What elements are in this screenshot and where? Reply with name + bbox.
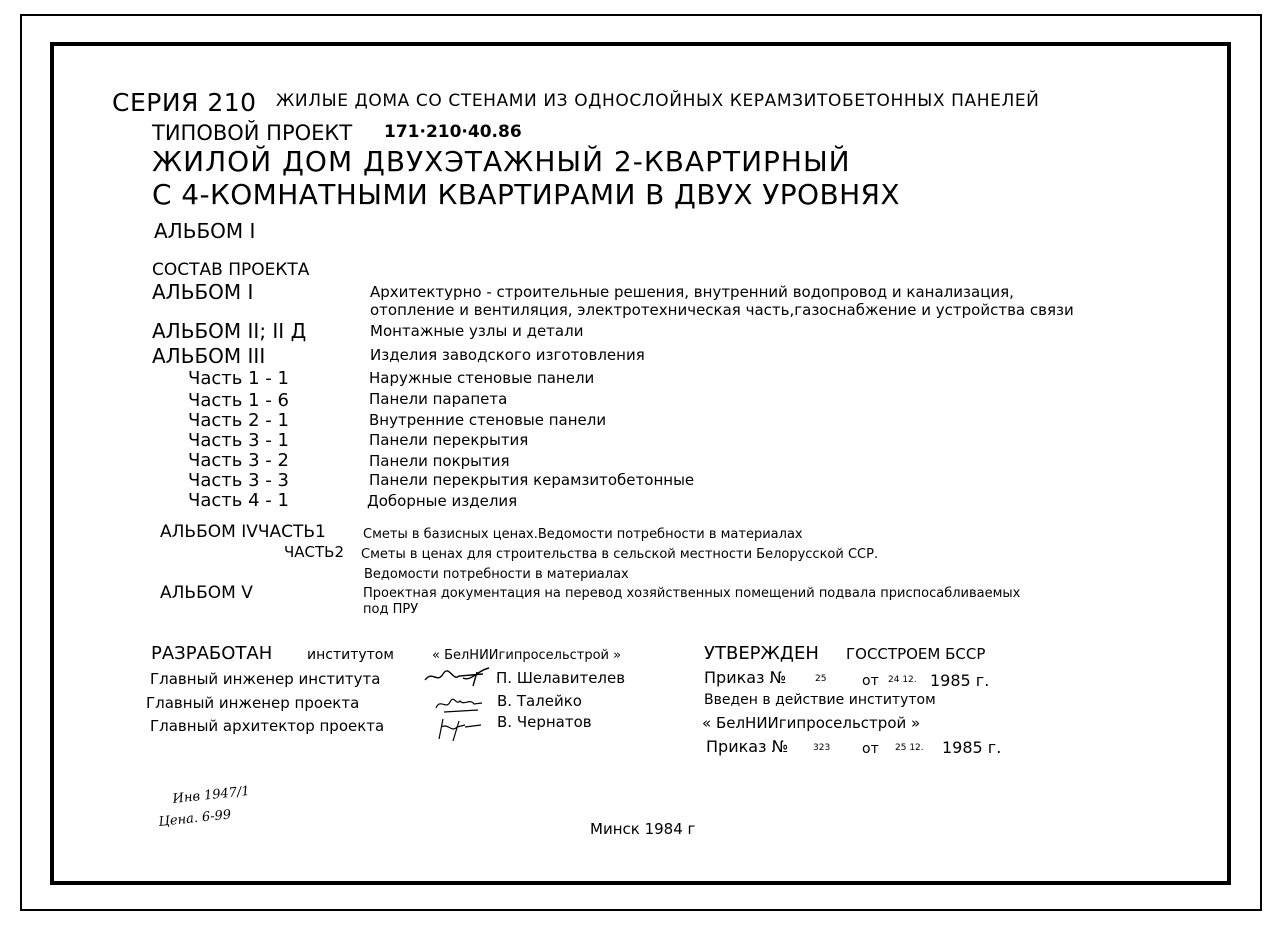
- part-desc: Доборные изделия: [367, 492, 518, 510]
- part-label: Часть 3 - 3: [188, 470, 289, 491]
- signatory-name: П. Шелавителев: [496, 669, 626, 687]
- part-label: Часть 2 - 1: [188, 410, 289, 431]
- order-1-number: 25: [815, 674, 827, 684]
- enacted-text: Введен в действие институтом: [704, 692, 936, 708]
- album-2-desc: Монтажные узлы и детали: [370, 322, 584, 340]
- order-2-from: от: [862, 741, 879, 757]
- signatory-name: В. Талейко: [497, 692, 582, 710]
- part-label: Часть 1 - 6: [188, 390, 289, 411]
- album-4-part1-desc: Сметы в базисных ценах.Ведомости потребности в материалах: [363, 527, 803, 542]
- developer-org: « БелНИИгипросельстрой »: [432, 648, 622, 663]
- project-code: 171·210·40.86: [384, 122, 522, 142]
- album-5-label: АЛЬБОМ V: [160, 583, 253, 603]
- signatory-role: Главный инженер проекта: [146, 694, 360, 712]
- part-label: Часть 1 - 1: [188, 368, 289, 389]
- album-1-desc-line1: Архитектурно - строительные решения, внутренний водопровод и канализация,: [370, 283, 1014, 301]
- title-line-2: С 4-КОМНАТНЫМИ КВАРТИРАМИ В ДВУХ УРОВНЯХ: [152, 178, 900, 211]
- album-1-label: АЛЬБОМ I: [152, 280, 254, 304]
- signature-2: [434, 692, 484, 714]
- price: Цена. 6-99: [157, 807, 232, 830]
- signature-1: [423, 666, 493, 688]
- approved-label: УТВЕРЖДЕН: [704, 643, 819, 664]
- order-2-number: 323: [813, 743, 831, 753]
- series-number: СЕРИЯ 210: [112, 88, 257, 117]
- title-line-1: ЖИЛОЙ ДОМ ДВУХЭТАЖНЫЙ 2-КВАРТИРНЫЙ: [152, 145, 851, 178]
- part-desc: Наружные стеновые панели: [369, 369, 595, 387]
- approved-by: ГОССТРОЕМ БССР: [846, 645, 986, 663]
- album-4-part2-label: ЧАСТЬ2: [284, 543, 345, 561]
- part-label: Часть 3 - 2: [188, 450, 289, 471]
- order-1-date: 24 12.: [888, 675, 917, 685]
- part-desc: Панели парапета: [369, 390, 508, 408]
- signatory-role: Главный инженер института: [150, 670, 381, 688]
- order-2-label: Приказ №: [706, 737, 789, 756]
- signature-3: [435, 715, 485, 743]
- part-label: Часть 4 - 1: [188, 490, 289, 511]
- developed-by: институтом: [307, 647, 394, 663]
- album-3-label: АЛЬБОМ III: [152, 344, 266, 368]
- album-1-desc-line2: отопление и вентиляция, электротехническая часть,газоснабжение и устройства связи: [370, 301, 1074, 319]
- series-description: ЖИЛЫЕ ДОМА СО СТЕНАМИ ИЗ ОДНОСЛОЙНЫХ КЕРАМЗИТОБЕТОННЫХ ПАНЕЛЕЙ: [276, 91, 1040, 111]
- album-3-desc: Изделия заводского изготовления: [370, 346, 645, 364]
- order-2-year: 1985 г.: [942, 738, 1002, 757]
- developed-label: РАЗРАБОТАН: [151, 643, 273, 664]
- order-1-label: Приказ №: [704, 668, 787, 687]
- order-2-date: 25 12.: [895, 743, 924, 753]
- part-label: Часть 3 - 1: [188, 430, 289, 451]
- signatory-name: В. Чернатов: [497, 713, 592, 731]
- part-desc: Панели перекрытия керамзитобетонные: [369, 471, 695, 489]
- part-desc: Панели покрытия: [369, 452, 510, 470]
- inventory-number: Инв 1947/1: [171, 783, 251, 807]
- part-desc: Панели перекрытия: [369, 431, 529, 449]
- current-album: АЛЬБОМ I: [154, 219, 256, 243]
- album-4-part2-desc: Сметы в ценах для строительства в сельской местности Белорусской ССР.: [361, 547, 879, 562]
- album-4-part2-desc-2: Ведомости потребности в материалах: [364, 567, 629, 582]
- album-4-label: АЛЬБОМ IVЧАСТЬ1: [160, 522, 326, 542]
- order-1-from: от: [862, 673, 879, 689]
- enacted-org: « БелНИИгипросельстрой »: [702, 714, 921, 732]
- city-year: Минск 1984 г: [590, 820, 696, 838]
- composition-heading: СОСТАВ ПРОЕКТА: [152, 260, 310, 280]
- order-1-year: 1985 г.: [930, 671, 990, 690]
- part-desc: Внутренние стеновые панели: [369, 411, 607, 429]
- signatory-role: Главный архитектор проекта: [150, 717, 385, 735]
- album-5-desc-line2: под ПРУ: [363, 602, 419, 617]
- album-2-label: АЛЬБОМ II; II Д: [152, 319, 307, 343]
- album-5-desc-line1: Проектная документация на перевод хозяйственных помещений подвала приспосабливаемых: [363, 586, 1021, 601]
- project-label: ТИПОВОЙ ПРОЕКТ: [152, 121, 353, 145]
